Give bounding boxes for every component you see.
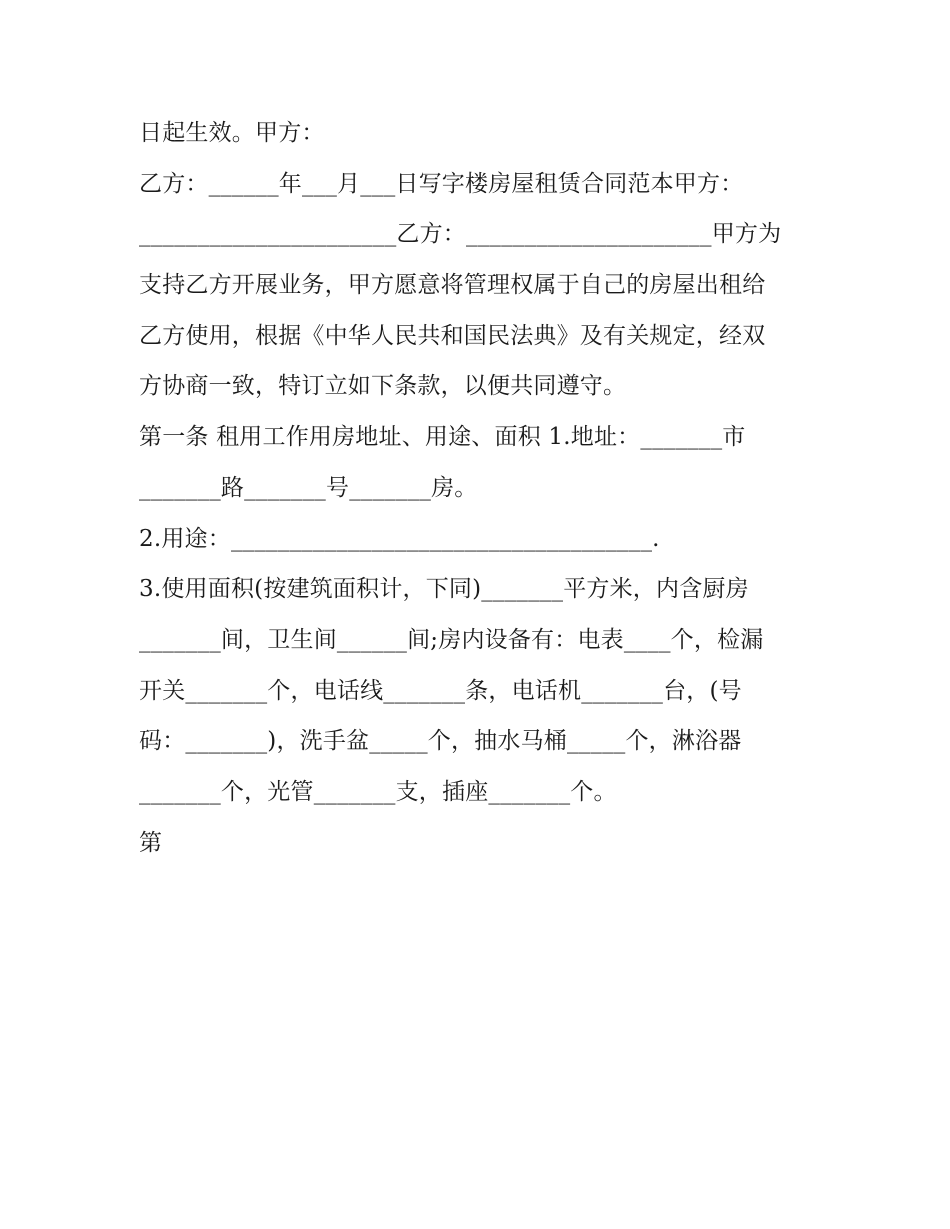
text-line: 第一条 租用工作用房地址、用途、面积 1.地址：_______市: [139, 424, 746, 451]
text-line: ______________________乙方：_____________________甲方为: [139, 221, 782, 248]
text-line: _______间，卫生间______间;房内设备有：电表____个，检漏: [139, 626, 764, 653]
text-line: 码：_______)，洗手盆_____个，抽水马桶_____个，淋浴器: [139, 728, 742, 755]
text-line: 开关_______个，电话线_______条，电话机_______台，(号: [139, 677, 742, 704]
document-body: [139, 108, 819, 868]
text-line: 支持乙方开展业务，甲方愿意将管理权属于自己的房屋出租给: [139, 272, 766, 299]
text-line: 日起生效。甲方：: [139, 120, 325, 146]
text-line: 3.使用面积(按建筑面积计，下同)_______平方米，内含厨房: [139, 576, 749, 603]
text-line: 方协商一致，特订立如下条款，以便共同遵守。: [139, 373, 627, 400]
text-line: 第: [139, 829, 163, 856]
text-line: 2.用途：____________________________________.: [139, 525, 660, 552]
text-line: _______个，光管_______支，插座_______个。: [139, 778, 617, 805]
text-line: _______路_______号_______房。: [139, 474, 478, 501]
text-line: 乙方使用，根据《中华人民共和国民法典》及有关规定，经双: [139, 322, 766, 349]
text-line: 乙方：______年___月___日写字楼房屋租赁合同范本甲方：: [139, 170, 744, 197]
